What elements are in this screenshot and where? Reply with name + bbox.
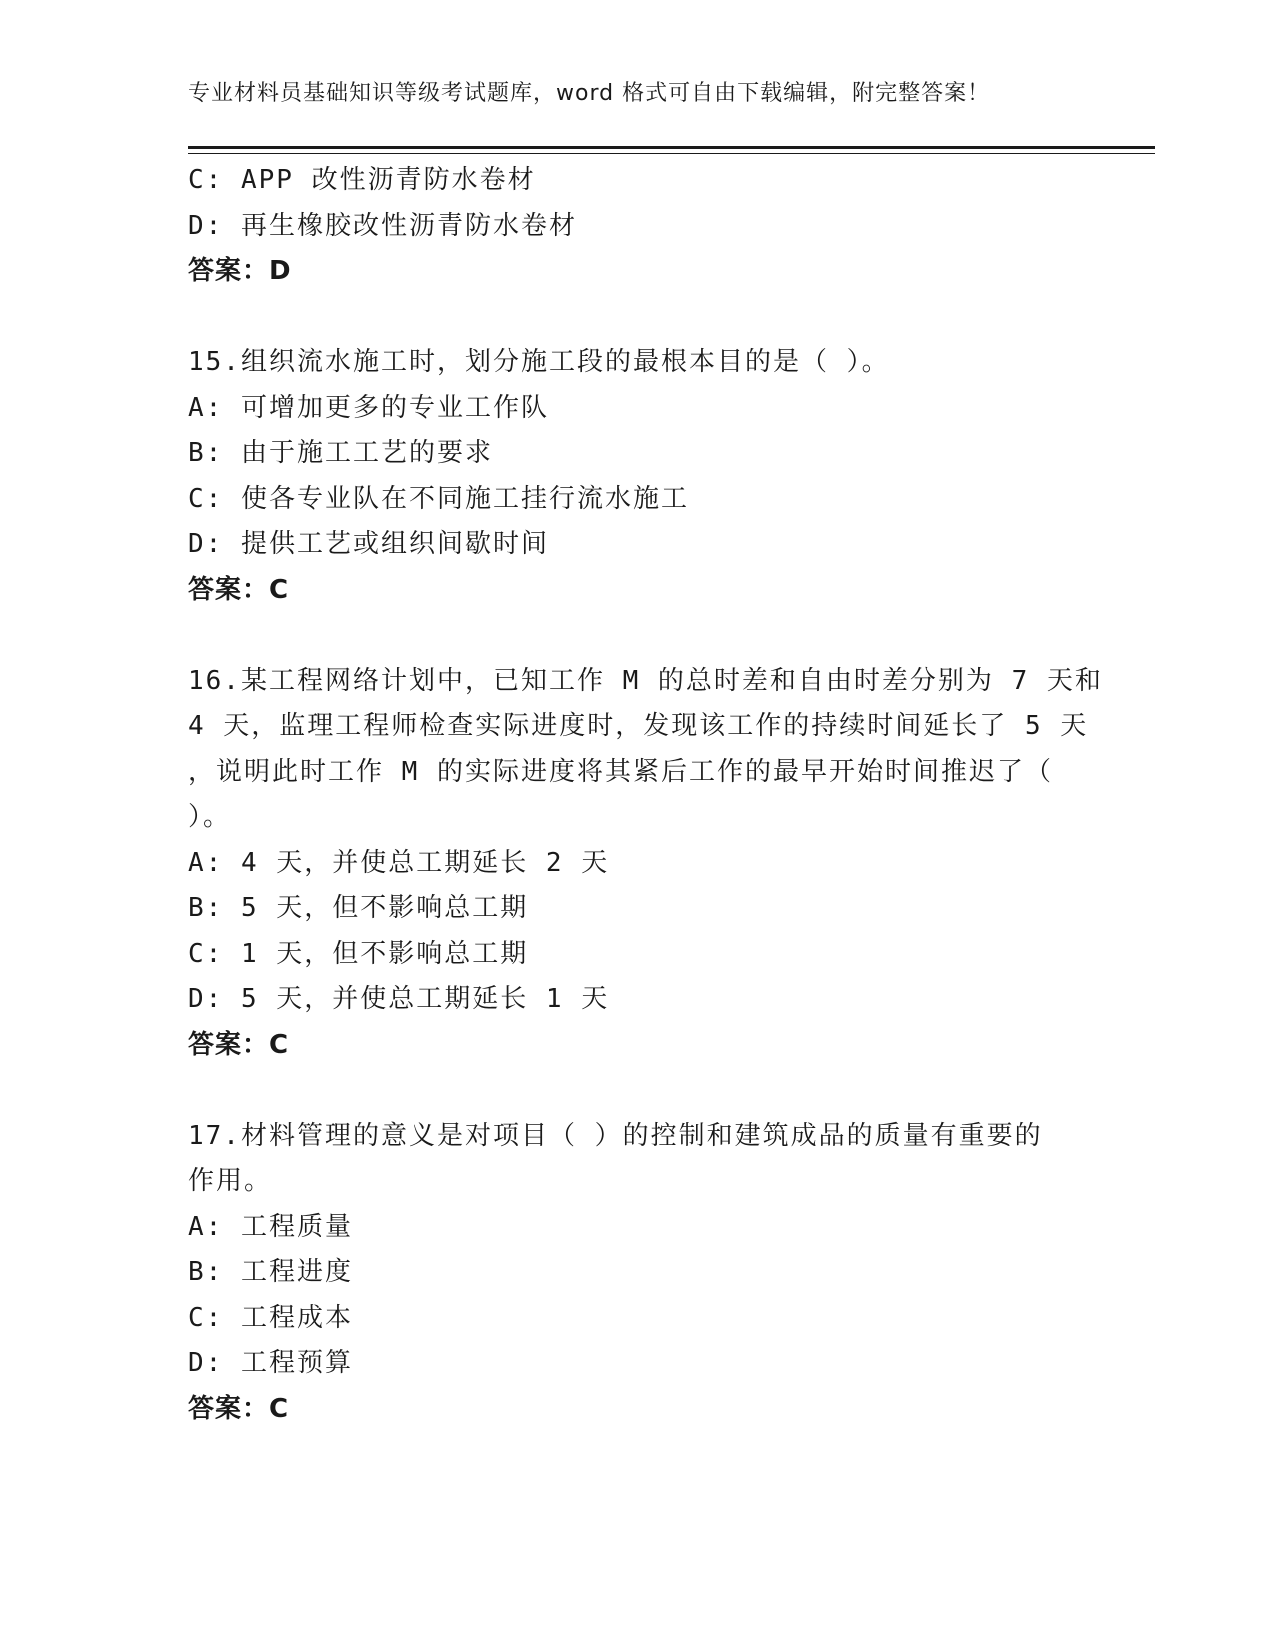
question-16 [188,659,1103,1069]
question-stem: ，说明此时工作 M 的实际进度将其紧后工作的最早开始时间推迟了（ [188,756,1053,787]
question-14-tail [188,158,1088,295]
question-15 [188,340,1088,613]
answer: 答案：C [188,1029,290,1060]
question-stem: 15.组织流水施工时，划分施工段的最根本目的是（ ）。 [188,347,890,377]
option-b: B: 5 天，但不影响总工期 [188,893,529,923]
option-b: B: 工程进度 [188,1257,353,1287]
answer: 答案：D [188,256,292,286]
option-a: A: 工程质量 [188,1211,353,1242]
question-stem: 16.某工程网络计划中，已知工作 M 的总时差和自由时差分别为 7 天和 [188,665,1103,696]
option-a: A: 可增加更多的专业工作队 [188,392,549,423]
option-a: A: 4 天，并使总工期延长 2 天 [188,847,610,878]
answer: 答案：C [188,574,290,605]
spacer [188,1068,1088,1114]
header-rule-thin [188,153,1155,154]
spacer [188,295,1088,341]
question-stem: ）。 [188,802,232,832]
header-rule-thick [188,146,1155,149]
spacer [188,613,1088,659]
question-17 [188,1114,1088,1433]
option-c: C: 使各专业队在不同施工挂行流水施工 [188,483,689,514]
question-stem: 17.材料管理的意义是对项目（ ）的控制和建筑成品的质量有重要的 [188,1120,1043,1151]
option-b: B: 由于施工工艺的要求 [188,438,493,468]
option-c: C: 1 天，但不影响总工期 [188,938,529,969]
option-c: C: APP 改性沥青防水卷材 [188,165,536,195]
option-d: D: 提供工艺或组织间歇时间 [188,529,549,559]
question-stem: 作用。 [188,1166,273,1196]
document-body [188,158,1103,1432]
option-d: D: 工程预算 [188,1348,353,1378]
option-d: D: 再生橡胶改性沥青防水卷材 [188,210,577,241]
option-c: C: 工程成本 [188,1302,353,1333]
option-d: D: 5 天，并使总工期延长 1 天 [188,984,610,1014]
question-stem: 4 天，监理工程师检查实际进度时，发现该工作的持续时间延长了 5 天 [188,711,1089,741]
page-header: 专业材料员基础知识等级考试题库，word 格式可自由下载编辑，附完整答案！ [188,81,991,106]
answer: 答案：C [188,1393,290,1424]
